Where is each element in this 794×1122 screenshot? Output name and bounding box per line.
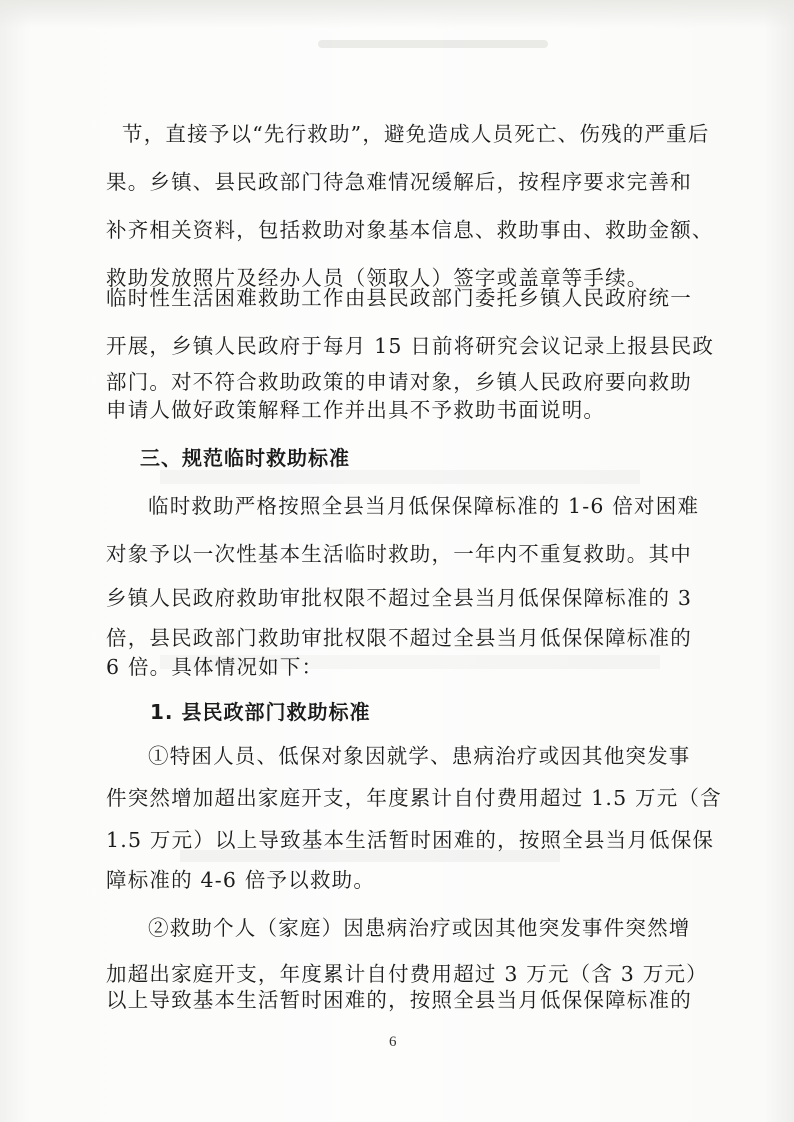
reverse-side-bleed <box>160 470 640 484</box>
text-line: 补齐相关资料，包括救助对象基本信息、救助事由、救助金额、 <box>106 218 714 242</box>
text-line: 加超出家庭开支，年度累计自付费用超过 3 万元（含 3 万元） <box>106 962 708 986</box>
text-line: 临时性生活困难救助工作由县民政部门委托乡镇人民政府统一 <box>106 286 692 310</box>
text-line: 救助发放照片及经办人员（领取人）签字或盖章等手续。 <box>106 266 649 290</box>
text-line: ②救助个人（家庭）因患病治疗或因其他突发事件突然增 <box>148 916 691 940</box>
text-line: 障标准的 4-6 倍予以救助。 <box>106 868 376 892</box>
text-line: 件突然增加超出家庭开支，年度累计自付费用超过 1.5 万元（含 <box>106 786 722 810</box>
text-line: 6 倍。具体情况如下： <box>106 655 324 679</box>
scan-artifact <box>318 40 548 48</box>
text-line: 1.5 万元）以上导致基本生活暂时困难的，按照全县当月低保保 <box>106 828 715 852</box>
text-line: 部门。对不符合救助政策的申请对象，乡镇人民政府要向救助 <box>106 370 692 394</box>
subsection-heading: 1. 县民政部门救助标准 <box>150 700 371 724</box>
text-line: 对象予以一次性基本生活临时救助，一年内不重复救助。其中 <box>106 542 692 566</box>
text-line: 倍，县民政部门救助审批权限不超过全县当月低保保障标准的 <box>106 626 692 650</box>
text-line: 临时救助严格按照全县当月低保保障标准的 1-6 倍对困难 <box>148 494 700 518</box>
text-line: 节，直接予以“先行救助”，避免造成人员死亡、伤残的严重后 <box>122 122 710 146</box>
text-line: 乡镇人民政府救助审批权限不超过全县当月低保保障标准的 3 <box>106 586 693 610</box>
scan-shadow <box>0 0 794 28</box>
text-line: 以上导致基本生活暂时困难的，按照全县当月低保保障标准的 <box>106 988 692 1012</box>
page-number: 6 <box>389 1034 397 1050</box>
text-line: 开展，乡镇人民政府于每月 15 日前将研究会议记录上报县民政 <box>106 334 715 358</box>
text-line: 果。乡镇、县民政部门待急难情况缓解后，按程序要求完善和 <box>106 170 692 194</box>
text-line: ①特困人员、低保对象因就学、患病治疗或因其他突发事 <box>148 744 691 768</box>
text-line: 申请人做好政策解释工作并出具不予救助书面说明。 <box>106 398 606 422</box>
section-heading: 三、规范临时救助标准 <box>140 446 350 470</box>
